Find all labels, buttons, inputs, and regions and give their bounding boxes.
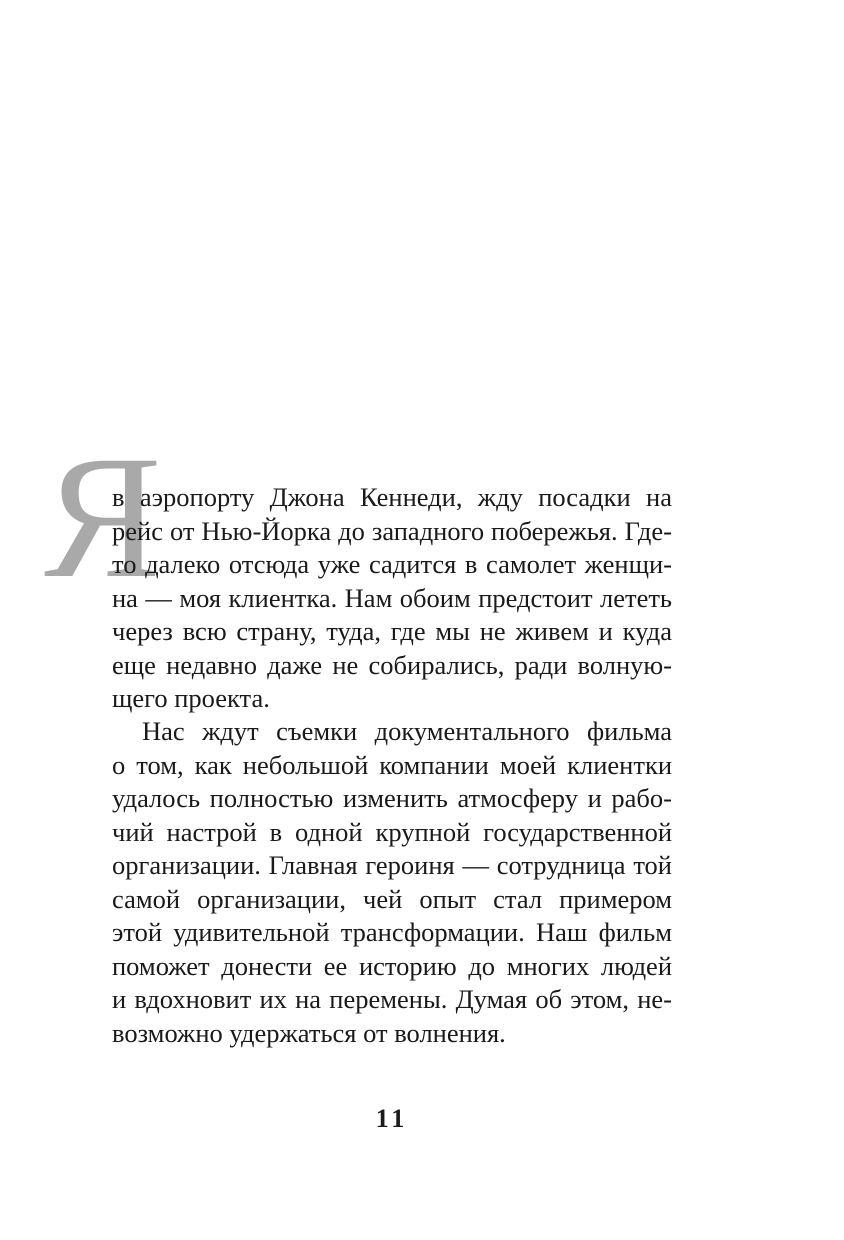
text-line: о том, как небольшой компании моей клиентки bbox=[112, 750, 672, 780]
text-line: возможно удержаться от волнения. bbox=[112, 1018, 506, 1048]
text-line: через всю страну, туда, где мы не живем и куда bbox=[112, 616, 672, 646]
text-line: щего проекта. bbox=[112, 683, 270, 713]
text-line: этой удивительной трансформации. Наш фильм bbox=[112, 917, 672, 947]
page-number: 11 bbox=[375, 1104, 409, 1133]
text-line: чий настрой в одной крупной государственной bbox=[112, 817, 672, 847]
text-line: в аэропорту Джона Кеннеди, жду посадки на bbox=[112, 482, 672, 512]
text-line: самой организации, чей опыт стал примером bbox=[112, 884, 672, 914]
text-line: то далеко отсюда уже садится в самолет женщи- bbox=[112, 549, 672, 579]
text-line: Нас ждут съемки документального фильма bbox=[142, 716, 672, 746]
text-line: поможет донести ее историю до многих людей bbox=[112, 951, 672, 981]
text-line: и вдохновит их на перемены. Думая об этом, не- bbox=[112, 984, 672, 1014]
text-line: удалось полностью изменить атмосферу и рабо- bbox=[112, 783, 672, 813]
text-line: еще недавно даже не собирались, ради волную- bbox=[112, 650, 672, 680]
text-line: рейс от Нью-Йорка до западного побережья. Где- bbox=[112, 516, 672, 546]
text-line: на — моя клиентка. Нам обоим предстоит лететь bbox=[112, 583, 672, 613]
drop-cap: Я bbox=[44, 420, 162, 615]
text-line: организации. Главная героиня — сотрудница той bbox=[112, 850, 672, 880]
